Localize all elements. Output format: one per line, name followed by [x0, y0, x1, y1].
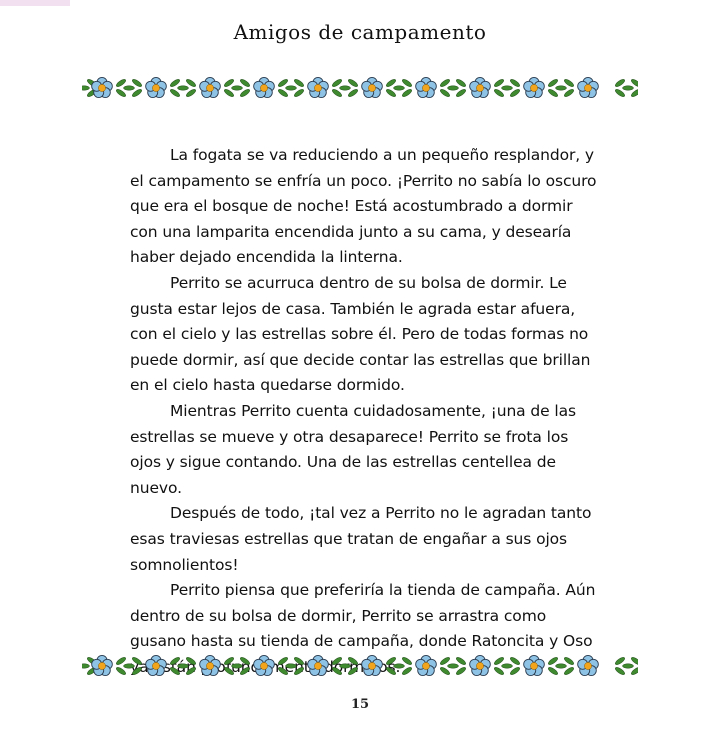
leaf-icon	[502, 664, 513, 668]
flower-icon	[308, 655, 329, 675]
page-title: Amigos de campamento	[233, 20, 487, 44]
flower-border-bottom	[82, 652, 638, 680]
paragraph: La fogata se va reduciendo a un pequeño resplandor, y el campamento se enfría un poco. ¡Perrito no sabía lo oscuro que era el bosque de noche! Está acostumbrado a dormir con una lamparita encendida junto a su cama, y desearía haber dejado encendida la linterna.	[130, 146, 597, 267]
paragraph: Perrito piensa que preferiría la tienda de campaña. Aún dentro de su bolsa de dormir, Perrito se arrastra como gusano hasta su tienda de campaña, donde Ratoncita y Oso ya están	[130, 581, 596, 676]
corner-mark	[0, 0, 70, 6]
flower-icon	[578, 655, 599, 675]
leaf-icon	[394, 86, 405, 90]
page-number: 15	[350, 697, 370, 712]
flower-icon	[416, 655, 437, 675]
leaf-icon	[232, 86, 243, 90]
flower-icon	[92, 77, 113, 97]
flower-icon	[254, 655, 275, 675]
flower-icon	[200, 655, 221, 675]
leaf-icon	[623, 664, 634, 668]
leaf-icon	[124, 664, 135, 668]
leaf-icon	[286, 664, 297, 668]
flower-icon	[308, 77, 329, 97]
leaf-icon	[448, 664, 459, 668]
leaf-icon	[340, 664, 351, 668]
paragraph: Mientras Perrito cuenta cuidadosamente, ¡una de las estrellas se mueve y otra desaparece! Perrito se frota los ojos y sigue contando. Una de las estrellas centellea de nuevo.	[130, 401, 576, 497]
leaf-icon	[394, 664, 405, 668]
leaf-icon	[623, 86, 634, 90]
leaf-icon	[448, 86, 459, 90]
flower-icon	[578, 77, 599, 97]
leaf-icon	[178, 664, 189, 668]
leaf-icon	[556, 664, 567, 668]
leaf-icon	[82, 664, 90, 668]
flower-icon	[416, 77, 437, 97]
leaf-icon	[556, 86, 567, 90]
flower-icon	[254, 77, 275, 97]
flower-icon	[146, 77, 167, 97]
leaf-icon	[82, 86, 90, 90]
leaf-icon	[124, 86, 135, 90]
leaf-icon	[178, 86, 189, 90]
paragraph: Perrito se acurruca dentro de su bolsa de dormir. Le gusta estar lejos de casa. También le agrada estar afuera, con el cielo y las estrellas sobre él. Pero de todas formas no puede dormir, así que decide contar las estrellas que brillan en el cielo hasta quedarse dormido.	[130, 273, 591, 395]
flower-icon	[524, 655, 545, 675]
leaf-icon	[340, 86, 351, 90]
flower-icon	[470, 77, 491, 97]
flower-icon	[200, 77, 221, 97]
leaf-icon	[232, 664, 243, 668]
flower-icon	[146, 655, 167, 675]
flower-icon	[362, 77, 383, 97]
flower-icon	[92, 655, 113, 675]
flower-icon	[470, 655, 491, 675]
flower-border-top	[82, 74, 638, 102]
story-text	[130, 143, 600, 680]
leaf-icon	[502, 86, 513, 90]
flower-icon	[362, 655, 383, 675]
leaf-icon	[286, 86, 297, 90]
flower-icon	[524, 77, 545, 97]
paragraph: Después de todo, ¡tal vez a Perrito no le agradan tanto esas traviesas estrellas que tratan de engañar a sus ojos somnolientos!	[130, 504, 592, 574]
